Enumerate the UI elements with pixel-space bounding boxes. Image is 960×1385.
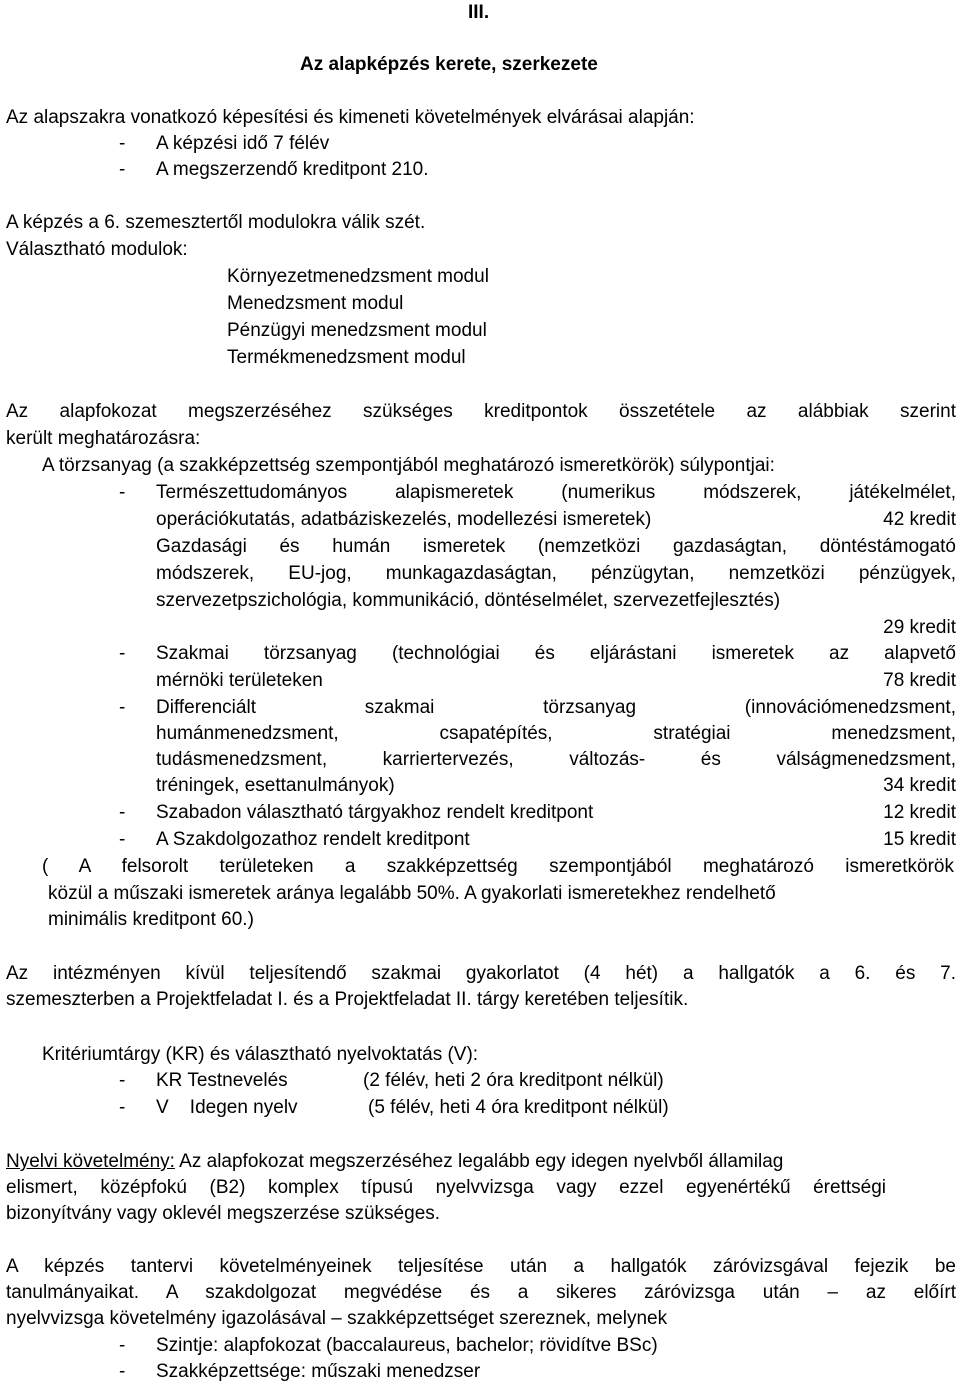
bullet-item: Szintje: alapfokozat (baccalaureus, bachelor; rövidítve BSc) bbox=[156, 1335, 658, 1356]
module-item: Menedzsment modul bbox=[227, 293, 404, 314]
bullet-item: A megszerzendő kreditpont 210. bbox=[156, 159, 429, 180]
paragraph-line: bizonyítvány vagy oklevél megszerzése szükséges. bbox=[6, 1203, 441, 1224]
credit-value: 15 kredit bbox=[883, 829, 956, 850]
paragraph-line: Választható modulok: bbox=[6, 239, 188, 260]
bullet-item: A képzési idő 7 félév bbox=[156, 133, 330, 154]
note-line: minimális kreditpont 60.) bbox=[48, 909, 254, 930]
paragraph-line: tanulmányaikat. A szakdolgozat megvédése és a sikeres záróvizsga után – az előírt bbox=[6, 1282, 956, 1303]
credit-item-line: szervezetpszichológia, kommunikáció, döntéselmélet, szervezetfejlesztés) bbox=[156, 590, 781, 611]
paragraph-line: Az intézményen kívül teljesítendő szakmai gyakorlatot (4 hét) a hallgatók a 6. és 7. bbox=[6, 963, 956, 984]
credit-item-line: tudásmenedzsment, karriertervezés, változás- és válságmenedzsment, bbox=[156, 749, 956, 770]
bullet-item: Szakképzettsége: műszaki menedzser bbox=[156, 1361, 481, 1382]
bullet-dash: - bbox=[119, 159, 126, 180]
bullet-dash: - bbox=[119, 482, 126, 503]
section-title: Az alapképzés kerete, szerkezete bbox=[300, 54, 598, 75]
bullet-dash: - bbox=[119, 829, 126, 850]
credit-value: 29 kredit bbox=[883, 617, 956, 638]
credit-item-line: tréningek, esettanulmányok) bbox=[156, 775, 395, 796]
credit-value: 34 kredit bbox=[883, 775, 956, 796]
bullet-dash: - bbox=[119, 802, 126, 823]
bullet-dash: - bbox=[119, 697, 126, 718]
module-item: Termékmenedzsment modul bbox=[227, 347, 466, 368]
criteria-heading: Kritériumtárgy (KR) és választható nyelvoktatás (V): bbox=[42, 1044, 479, 1065]
paragraph-line: elismert, középfokú (B2) komplex típusú nyelvvizsga vagy ezzel egyenértékű érettségi bbox=[6, 1177, 886, 1198]
bullet-dash: - bbox=[119, 1335, 126, 1356]
note-line: ( A felsorolt területeken a szakképzettség szempontjából meghatározó ismeretkörök bbox=[42, 856, 954, 877]
bullet-dash: - bbox=[119, 1097, 126, 1118]
bullet-dash: - bbox=[119, 133, 126, 154]
bullet-dash: - bbox=[119, 1070, 126, 1091]
credit-item-line: operációkutatás, adatbáziskezelés, modellezési ismeretek) bbox=[156, 509, 652, 530]
credit-value: 78 kredit bbox=[883, 670, 956, 691]
credit-item-line: mérnöki területeken bbox=[156, 670, 323, 691]
paragraph-line: A képzés a 6. szemesztertől modulokra válik szét. bbox=[6, 212, 426, 233]
criteria-desc: (5 félév, heti 4 óra kreditpont nélkül) bbox=[368, 1097, 669, 1118]
credit-item-line: A Szakdolgozathoz rendelt kreditpont bbox=[156, 829, 470, 850]
paragraph-line bbox=[6, 1149, 783, 1175]
criteria-desc: (2 félév, heti 2 óra kreditpont nélkül) bbox=[363, 1070, 664, 1091]
paragraph-line: Az alapfokozat megszerzéséhez szükséges kreditpontok összetétele az alábbiak szerint bbox=[6, 401, 956, 422]
credit-value: 42 kredit bbox=[883, 509, 956, 530]
paragraph-line: került meghatározásra: bbox=[6, 428, 201, 449]
bullet-dash: - bbox=[119, 1361, 126, 1382]
credit-item-line: Differenciált szakmai törzsanyag (innovációmenedzsment, bbox=[156, 697, 956, 718]
credit-item-line: Szakmai törzsanyag (technológiai és eljárástani ismeretek az alapvető bbox=[156, 643, 956, 664]
paragraph-line: A törzsanyag (a szakképzettség szempontjából meghatározó ismeretkörök) súlypontjai: bbox=[42, 455, 775, 476]
bullet-dash: - bbox=[119, 643, 126, 664]
criteria-code: V Idegen nyelv bbox=[156, 1097, 298, 1118]
language-requirement-text: Az alapfokozat megszerzéséhez legalább egy idegen nyelvből államilag bbox=[174, 1151, 784, 1172]
paragraph-line: nyelvvizsga követelmény igazolásával – szakképzettséget szereznek, melynek bbox=[6, 1308, 668, 1329]
module-item: Pénzügyi menedzsment modul bbox=[227, 320, 487, 341]
credit-item-line: Szabadon választható tárgyakhoz rendelt kreditpont bbox=[156, 802, 594, 823]
credit-value: 12 kredit bbox=[883, 802, 956, 823]
credit-item-line: humánmenedzsment, csapatépítés, stratégiai menedzsment, bbox=[156, 723, 956, 744]
paragraph-line: szemeszterben a Projektfeladat I. és a Projektfeladat II. tárgy keretében teljesítik. bbox=[6, 989, 689, 1010]
module-item: Környezetmenedzsment modul bbox=[227, 266, 489, 287]
note-line: közül a műszaki ismeretek aránya legalább 50%. A gyakorlati ismeretekhez rendelhető bbox=[48, 883, 776, 904]
section-number: III. bbox=[468, 2, 490, 23]
intro-text: Az alapszakra vonatkozó képesítési és kimeneti követelmények elvárásai alapján: bbox=[6, 107, 695, 128]
paragraph-line: A képzés tantervi követelményeinek teljesítése után a hallgatók záróvizsgával fejezik be bbox=[6, 1256, 956, 1277]
criteria-code: KR Testnevelés bbox=[156, 1070, 288, 1091]
credit-item-line: Természettudományos alapismeretek (numerikus módszerek, játékelmélet, bbox=[156, 482, 956, 503]
credit-item-line: Gazdasági és humán ismeretek (nemzetközi gazdaságtan, döntéstámogató bbox=[156, 536, 956, 557]
language-requirement-label: Nyelvi követelmény: bbox=[6, 1151, 175, 1172]
credit-item-line: módszerek, EU-jog, munkagazdaságtan, pénzügytan, nemzetközi pénzügyek, bbox=[156, 563, 956, 584]
